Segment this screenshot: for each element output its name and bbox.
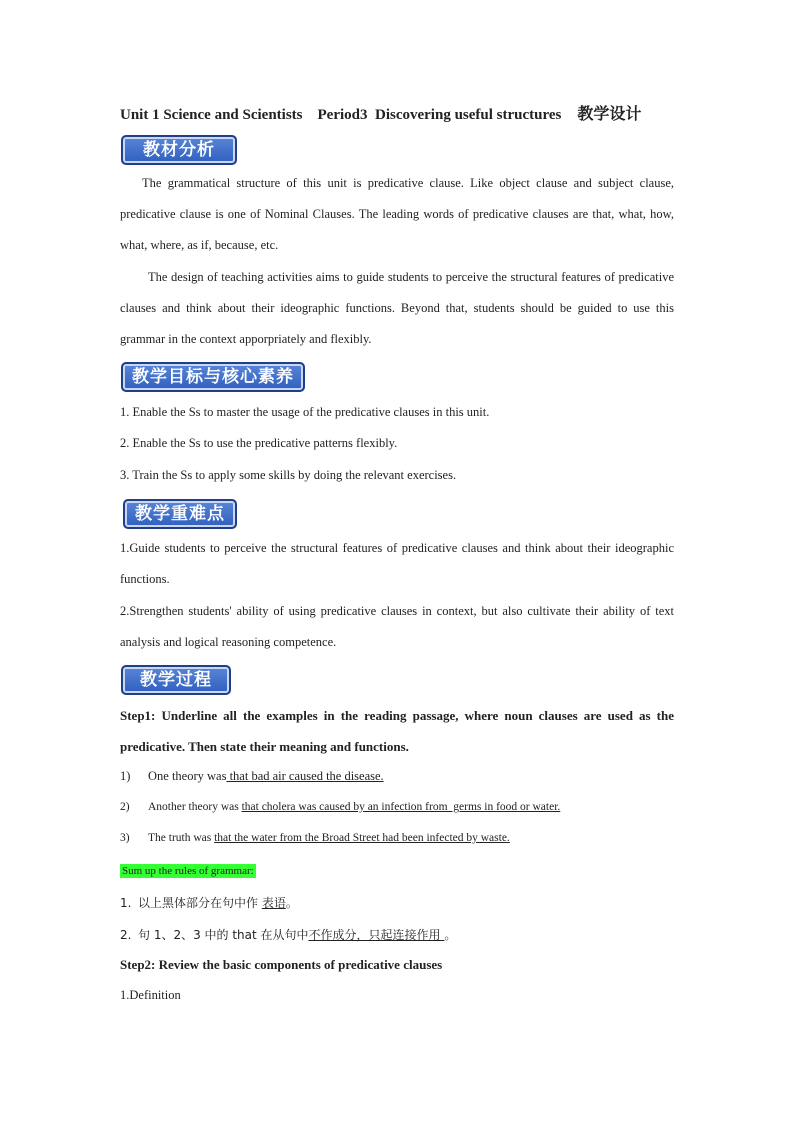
- example-item: 3) The truth was that the water from the Broad Street had been infected by waste.: [120, 832, 510, 844]
- rule-item: 1. 以上黑体部分在句中作 表语。: [120, 896, 298, 910]
- section-badge-process: 教学过程: [121, 665, 231, 695]
- document-title: [120, 101, 680, 124]
- goal-item: 2. Enable the Ss to use the predicative patterns flexibly.: [120, 436, 398, 450]
- key-point-item: 2.Strengthen students' ability of using predicative clauses in context, but also cultivate their ability of text analysis and logical reasoning competence.: [120, 604, 674, 649]
- step2-heading: Step2: Review the basic components of predicative clauses: [120, 957, 443, 972]
- analysis-paragraph-1: The grammatical structure of this unit is predicative clause. Like object clause and subject clause, predicative clause is one of Nominal Clauses. The leading words of predicative clauses are that, what, how, what, where, as if, because, etc.: [120, 176, 674, 252]
- title-cn: 教学设计: [577, 104, 642, 123]
- rule-item: 2. 句 1、2、3 中的 that 在从句中不作成分，只起连接作用 。: [120, 928, 457, 942]
- goal-item: 1. Enable the Ss to master the usage of the predicative clauses in this unit.: [120, 405, 490, 419]
- rules-highlight: Sum up the rules of grammar:: [122, 865, 254, 877]
- example-item: 1) One theory was that bad air caused the disease.: [120, 769, 384, 783]
- goal-item: 3. Train the Ss to apply some skills by doing the relevant exercises.: [120, 468, 457, 482]
- key-point-item: 1.Guide students to perceive the structural features of predicative clauses and think about their ideographic functions.: [120, 541, 674, 586]
- step2-subheading: 1.Definition: [120, 988, 181, 1002]
- section-badge-key-points: 教学重难点: [123, 499, 237, 529]
- section-badge-analysis: 教材分析: [121, 135, 237, 165]
- example-item: 2) Another theory was that cholera was caused by an infection from germs in food or water.: [120, 801, 561, 813]
- analysis-paragraph-2: The design of teaching activities aims to guide students to perceive the structural features of predicative clauses and think about their ideographic functions. Beyond that, students should be guided to use this grammar in the context apporpriately and flexibly.: [120, 270, 674, 346]
- title-main: Unit 1 Science and Scientists Period3 Discovering useful structures: [120, 107, 562, 123]
- section-badge-goals: 教学目标与核心素养: [121, 362, 305, 392]
- step1-heading: Step1: Underline all the examples in the reading passage, where noun clauses are used as the predicative. Then state their meaning and functions.: [120, 708, 674, 754]
